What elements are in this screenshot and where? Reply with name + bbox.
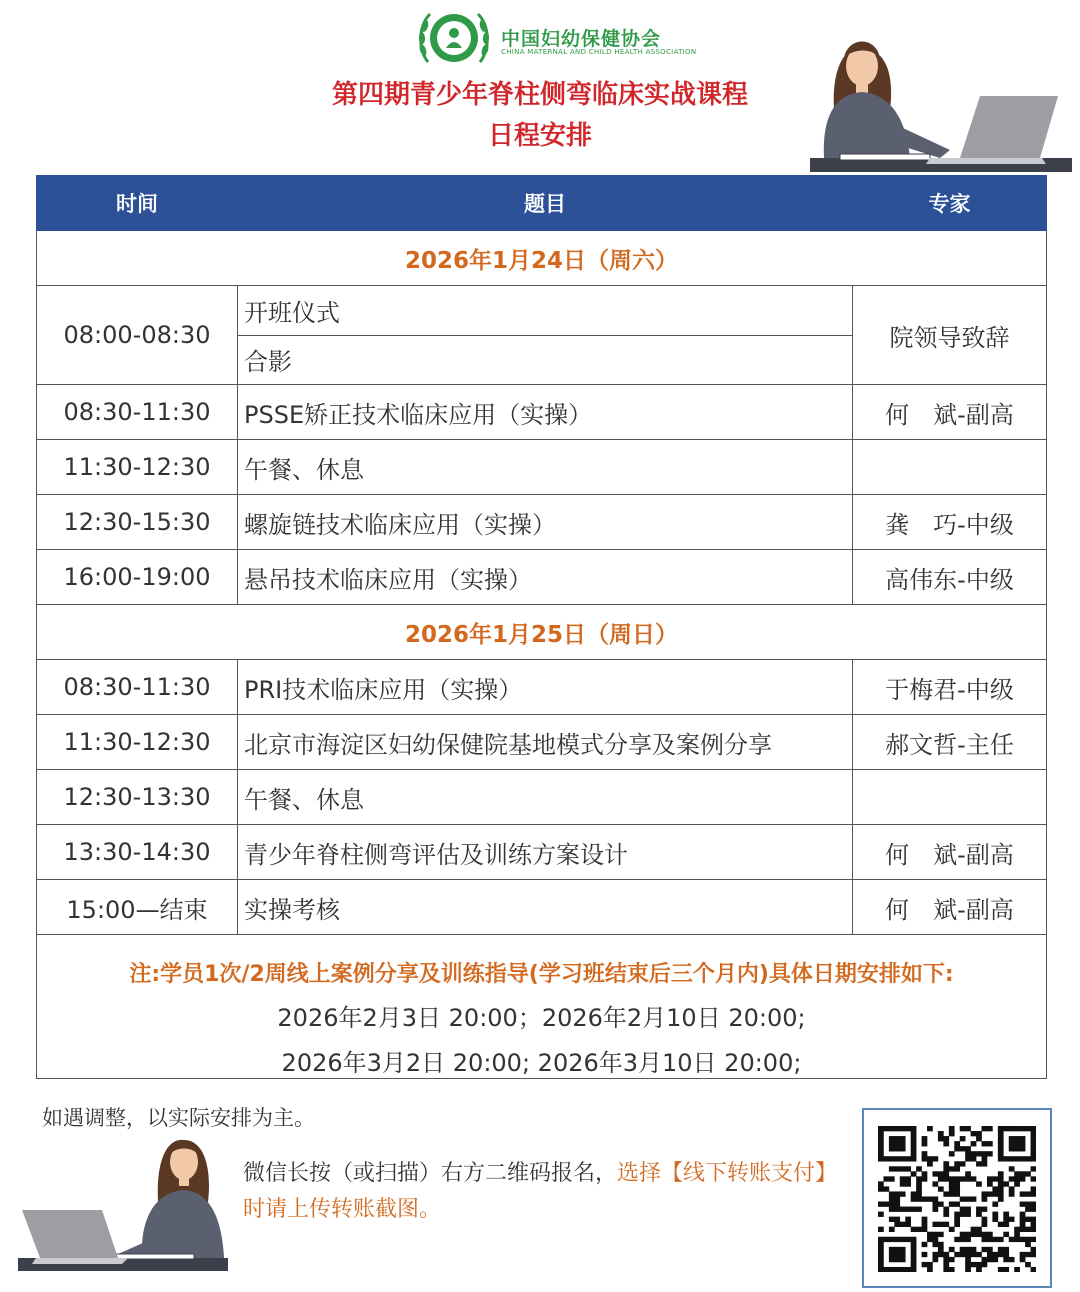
table-row bbox=[37, 385, 1047, 440]
time-cell: 08:00-08:30 bbox=[37, 286, 238, 385]
expert-cell: 高伟东-中级 bbox=[853, 550, 1047, 605]
note-dates-line1: 2026年2月3日 20:00；2026年2月10日 20:00; bbox=[277, 1004, 806, 1032]
table-row bbox=[37, 880, 1047, 935]
schedule-table bbox=[36, 175, 1047, 1079]
registration-qr-code[interactable] bbox=[862, 1108, 1052, 1288]
time-cell: 11:30-12:30 bbox=[37, 440, 238, 495]
expert-cell bbox=[853, 770, 1047, 825]
day2-date: 2026年1月25日（周日） bbox=[37, 605, 1047, 660]
table-row bbox=[37, 550, 1047, 605]
expert-cell: 何 斌-副高 bbox=[853, 880, 1047, 935]
table-row bbox=[37, 825, 1047, 880]
day1-date: 2026年1月24日（周六） bbox=[37, 231, 1047, 286]
time-cell: 15:00—结束 bbox=[37, 880, 238, 935]
association-name-cn: 中国妇幼保健协会 bbox=[501, 28, 662, 50]
time-cell: 08:30-11:30 bbox=[37, 385, 238, 440]
woman-at-laptop-illustration bbox=[810, 18, 1072, 178]
note-cell bbox=[37, 935, 1047, 1079]
expert-cell: 于梅君-中级 bbox=[853, 660, 1047, 715]
table-row bbox=[37, 286, 1047, 385]
expert-cell: 何 斌-副高 bbox=[853, 385, 1047, 440]
table-header-row bbox=[37, 176, 1047, 231]
association-logo bbox=[416, 6, 492, 70]
table-row bbox=[37, 495, 1047, 550]
table-row bbox=[37, 440, 1047, 495]
topic-cell: 午餐、休息 bbox=[238, 440, 853, 495]
expert-cell bbox=[853, 440, 1047, 495]
topic-cell: 实操考核 bbox=[238, 880, 853, 935]
topic-cell: PRI技术临床应用（实操） bbox=[238, 660, 853, 715]
topic-cell: 螺旋链技术临床应用（实操） bbox=[238, 495, 853, 550]
note-row bbox=[37, 935, 1047, 1079]
time-cell: 12:30-15:30 bbox=[37, 495, 238, 550]
group-photo-topic: 合影 bbox=[244, 348, 292, 377]
topic-cell: 北京市海淀区妇幼保健院基地模式分享及案例分享 bbox=[238, 715, 853, 770]
table-row bbox=[37, 770, 1047, 825]
table-row bbox=[37, 660, 1047, 715]
column-header-topic: 题目 bbox=[238, 176, 853, 231]
time-cell: 13:30-14:30 bbox=[37, 825, 238, 880]
registration-text: 微信长按（或扫描）右方二维码报名， bbox=[243, 1161, 618, 1186]
time-cell: 16:00-19:00 bbox=[37, 550, 238, 605]
note-title: 注:学员1次/2周线上案例分享及训练指导(学习班结束后三个月内)具体日期安排如下: bbox=[129, 962, 954, 987]
note-dates-line2: 2026年3月2日 20:00; 2026年3月10日 20:00; bbox=[281, 1049, 802, 1077]
day2-date-row bbox=[37, 605, 1047, 660]
column-header-time: 时间 bbox=[37, 176, 238, 231]
association-name-en: CHINA MATERNAL AND CHILD HEALTH ASSOCIATION bbox=[501, 48, 697, 56]
qr-code-icon bbox=[878, 1126, 1036, 1272]
day1-date-row bbox=[37, 231, 1047, 286]
woman-at-laptop-illustration-small bbox=[18, 1132, 228, 1277]
page-subtitle: 日程安排 bbox=[487, 121, 592, 151]
registration-instructions bbox=[243, 1156, 853, 1228]
time-cell: 12:30-13:30 bbox=[37, 770, 238, 825]
expert-cell: 郝文哲-主任 bbox=[853, 715, 1047, 770]
opening-ceremony-topic: 开班仪式 bbox=[238, 286, 852, 336]
topic-cell: PSSE矫正技术临床应用（实操） bbox=[238, 385, 853, 440]
page-title: 第四期青少年脊柱侧弯临床实战课程 bbox=[331, 80, 748, 110]
expert-cell: 院领导致辞 bbox=[853, 286, 1047, 385]
topic-cell bbox=[238, 286, 853, 385]
topic-cell: 悬吊技术临床应用（实操） bbox=[238, 550, 853, 605]
expert-cell: 何 斌-副高 bbox=[853, 825, 1047, 880]
time-cell: 08:30-11:30 bbox=[37, 660, 238, 715]
time-cell: 11:30-12:30 bbox=[37, 715, 238, 770]
column-header-expert: 专家 bbox=[853, 176, 1047, 231]
topic-cell: 青少年脊柱侧弯评估及训练方案设计 bbox=[238, 825, 853, 880]
table-row bbox=[37, 715, 1047, 770]
adjustment-note: 如遇调整，以实际安排为主。 bbox=[42, 1106, 315, 1130]
expert-cell: 龚 巧-中级 bbox=[853, 495, 1047, 550]
payment-instruction: 选择【线下转账支付】时请上传转账截图。 bbox=[243, 1161, 838, 1222]
topic-cell: 午餐、休息 bbox=[238, 770, 853, 825]
